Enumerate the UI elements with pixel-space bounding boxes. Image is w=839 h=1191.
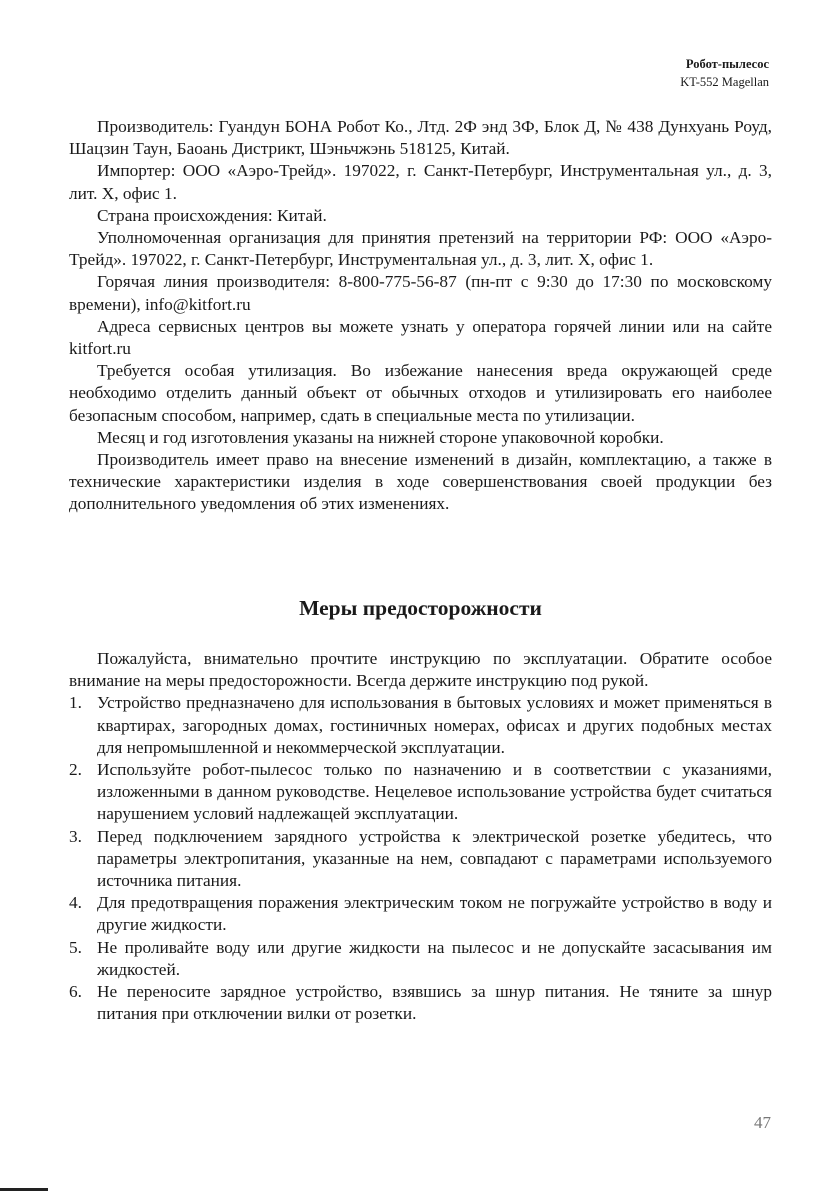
page-number: 47 bbox=[754, 1113, 771, 1132]
list-item bbox=[69, 981, 772, 1025]
list-item-text: Используйте робот-пылесос только по назначению и в соответствии с указаниями, изложенными в данном руководстве. Нецелевое использование устройства будет считаться нарушением условий надлежащей эксплуатации. bbox=[97, 760, 772, 824]
manufacturer-info bbox=[69, 116, 772, 516]
list-item-text: Устройство предназначено для использования в бытовых условиях и может применяться в квартирах, загородных домах, гостиничных номерах, офисах и других подобных местах для непромышленной и некоммерческой эксплуатации. bbox=[97, 693, 772, 757]
paragraph-manufacturer: Производитель: Гуандун БОНА Робот Ко., Лтд. 2Ф энд 3Ф, Блок Д, № 438 Дунхуань Роуд, Шацзин Таун, Баоань Дистрикт, Шэньчжэнь 518125, Китай. bbox=[69, 117, 772, 159]
section-intro: Пожалуйста, внимательно прочтите инструкцию по эксплуатации. Обратите особое внимание на меры предосторожности. Всегда держите инструкцию под рукой. bbox=[69, 649, 772, 691]
section-title: Меры предосторожности bbox=[299, 596, 542, 620]
paragraph-origin: Страна происхождения: Китай. bbox=[97, 205, 327, 225]
paragraph-importer: Импортер: ООО «Аэро-Трейд». 197022, г. Санкт-Петербург, Инструментальная ул., д. 3, лит. Х, офис 1. bbox=[69, 161, 772, 203]
list-item bbox=[69, 826, 772, 893]
paragraph-hotline: Горячая линия производителя: 8-800-775-56-87 (пн-пт с 9:30 до 17:30 по московскому времени), info@kitfort.ru bbox=[69, 272, 772, 314]
list-item-number: 4. bbox=[69, 893, 82, 913]
list-item-number: 6. bbox=[69, 982, 82, 1002]
page-header bbox=[680, 55, 769, 91]
header-title: Робот-пылесос bbox=[685, 57, 769, 71]
paragraph-manufacture-date: Месяц и год изготовления указаны на нижней стороне упаковочной коробки. bbox=[97, 427, 664, 447]
list-item-number: 1. bbox=[69, 693, 82, 713]
list-item-number: 3. bbox=[69, 826, 82, 846]
list-item-text: Для предотвращения поражения электрическим током не погружайте устройство в воду и другие жидкости. bbox=[97, 893, 772, 935]
precautions-list bbox=[69, 692, 772, 1025]
list-item-text: Не проливайте воду или другие жидкости на пылесос и не допускайте засасывания им жидкостей. bbox=[97, 937, 772, 979]
precautions-section bbox=[69, 594, 772, 1025]
paragraph-changes: Производитель имеет право на внесение изменений в дизайн, комплектацию, а также в технические характеристики изделия в ходе совершенствования своей продукции без дополнительного уведомления об этих изменениях. bbox=[69, 450, 772, 514]
list-item bbox=[69, 892, 772, 936]
paragraph-authorized-org: Уполномоченная организация для принятия претензий на территории РФ: ООО «Аэро-Трейд». 197022, г. Санкт-Петербург, Инструментальная ул., д. 3, лит. Х, офис 1. bbox=[69, 228, 772, 270]
list-item bbox=[69, 759, 772, 826]
header-model: KT-552 Magellan bbox=[680, 75, 769, 89]
list-item-text: Не переносите зарядное устройство, взявшись за шнур питания. Не тяните за шнур питания при отключении вилки от розетки. bbox=[97, 982, 772, 1024]
list-item bbox=[69, 692, 772, 759]
paragraph-disposal: Требуется особая утилизация. Во избежание нанесения вреда окружающей среде необходимо отделить данный объект от обычных отходов и утилизировать его наиболее безопасным способом, например, сдать в специальные места по утилизации. bbox=[69, 361, 772, 425]
list-item bbox=[69, 937, 772, 981]
list-item-text: Перед подключением зарядного устройства к электрической розетке убедитесь, что параметры электропитания, указанные на нем, совпадают с параметрами используемого источника питания. bbox=[97, 826, 772, 891]
list-item-number: 5. bbox=[69, 937, 82, 957]
list-item-number: 2. bbox=[69, 760, 82, 780]
paragraph-service-centers: Адреса сервисных центров вы можете узнать у оператора горячей линии или на сайте kitfort.ru bbox=[69, 316, 772, 359]
